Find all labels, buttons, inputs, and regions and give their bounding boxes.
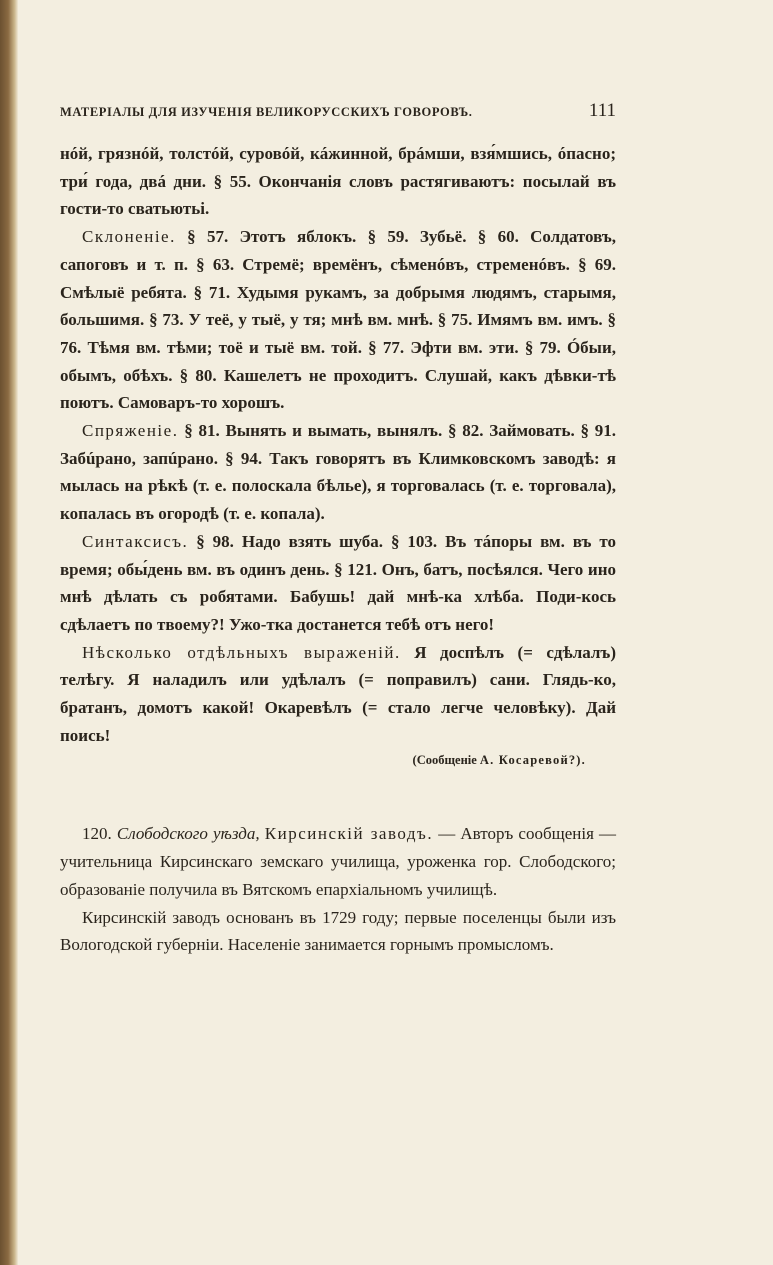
entry-number: 120. [82,824,112,844]
book-spine-shadow [0,0,18,1265]
entry-district: Слободского уѣзда, [116,824,260,844]
paragraph-continuation: нóй, грязнóй, толстóй, суровóй, кáжинной, брáмши, взя́мшись, óпасно; три́ года, двá дни. § 55. Окончанія словъ растягиваютъ: посылай въ гости-то сватьютьі. [60,144,616,219]
signature-prefix: (Сообщеніе [412,753,477,768]
running-head: МАТЕРІАЛЫ ДЛЯ ИЗУЧЕНІЯ ВЕЛИКОРУССКИХЪ ГОВОРОВЪ. [60,105,473,119]
section-heading-declension: Склоненіе. [82,227,176,247]
book-page [60,100,616,959]
page-number: 111 [588,100,616,121]
page-header [60,100,616,122]
entry-text: — Авторъ сообщенія — учительница Кирсинскаго земскаго училища, уроженка гор. Слободского; образованіе получила въ Вятскомъ епархіальномъ училищѣ. [60,824,617,899]
paragraph-expressions-text: Я доспѣлъ (= сдѣлалъ) телѣгу. Я наладилъ или удѣлалъ (= поправилъ) сани. Глядь-ко, братанъ, домотъ какой! Окаревѣлъ (= стало легче человѣку). Дай поись! [60,642,616,745]
paragraph-declension [60,223,616,417]
section-heading-conjugation: Спряженіе. [82,421,179,441]
paragraph-factory-history: Кирсинскій заводъ основанъ въ 1729 году; первые поселенцы были изъ Вологодской губерніи. Населеніе занимается горнымъ промысломъ. [60,907,616,955]
paragraph-declension-text: § 57. Этотъ яблокъ. § 59. Зубьё. § 60. Солдатовъ, сапоговъ и т. п. § 63. Стремё; времёнъ, сѣменóвъ, стременóвъ. § 69. Смѣлыё ребята. § 71. Худымя рукамъ, за добрымя людямъ, старымя, большимя. § 73. У теё, у тыё, у тя; мнѣ вм. мнѣ. § 75. Имямъ вм. имъ. § 76. Тѣмя вм. тѣми; тоё и тыё вм. той. § 77. Эфти вм. эти. § 79. Óбыи, обымъ, обѣхъ. § 80. Кашелетъ не проходитъ. Слушай, какъ дѣвки-тѣ поютъ. Самоваръ-то хорошъ. [60,227,617,413]
section-gap [60,768,616,820]
paragraph-syntax-text: § 98. Надо взять шуба. § 103. Въ тáпоры вм. въ то время; обы́день вм. въ одинъ день. § 121. Онъ, батъ, посѣялся. Чего ино мнѣ дѣлать съ робятами. Бабушь! дай мнѣ-ка хлѣба. Поди-кось сдѣлаетъ по твоему?! Ужо-тка достанется тебѣ отъ него! [60,531,617,634]
paragraph-entry-120 [60,820,616,903]
section-heading-syntax: Синтаксисъ. [82,531,189,551]
attribution-signature [60,753,616,768]
paragraph-syntax [60,528,616,639]
entry-place: Кирсинскій заводъ. [264,824,434,844]
paragraph-conjugation [60,417,616,528]
paragraph-expressions [60,639,616,750]
paragraph-conjugation-text: § 81. Вынять и вымать, вынялъ. § 82. Займовать. § 91. Забúрано, запúрано. § 94. Такъ говорятъ въ Климковскомъ заводѣ: я мылась на рѣкѣ (т. е. полоскала бѣлье), я торговалась (т. е. торговала), копалась въ огородѣ (т. е. копала). [60,421,617,524]
signature-name: А. Косаревой?). [479,753,586,768]
section-heading-expressions: Нѣсколько отдѣльныхъ выраженій. [82,642,401,662]
